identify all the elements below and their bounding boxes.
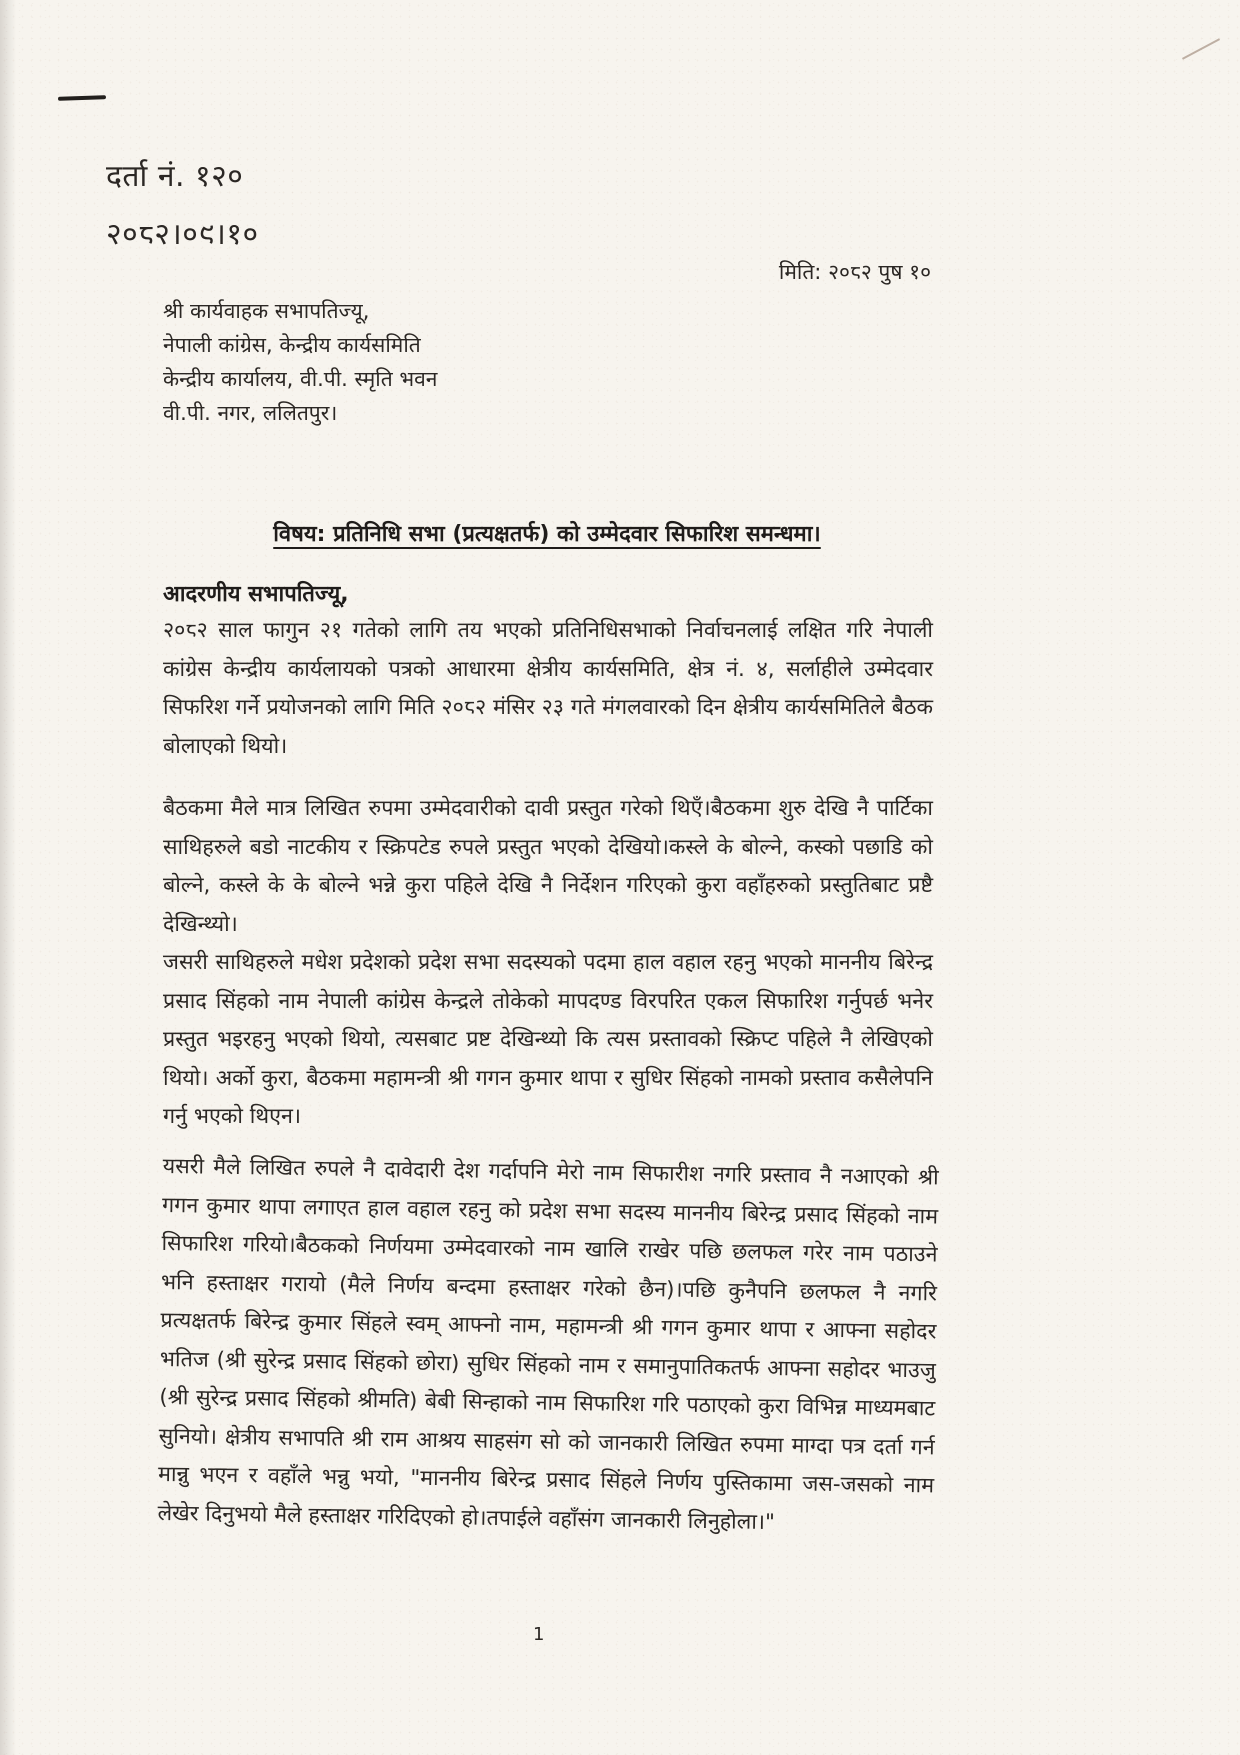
scan-artifact-scratch [1182,38,1220,59]
recipient-line: केन्द्रीय कार्यालय, वी.पी. स्मृति भवन [163,367,438,391]
registration-block [106,148,259,264]
body-paragraph-1: २०८२ साल फागुन २१ गतेको लागि तय भएको प्रतिनिधिसभाको निर्वाचनलाई लक्षित गरि नेपाली कांग्रेस केन्द्रीय कार्यलायको पत्रको आधारमा क्षेत्रीय कार्यसमिति, क्षेत्र नं. ४, सर्लाहीले उम्मेदवार सिफरिश गर्ने प्रयोजनको लागि मिति २०८२ मंसिर २३ गते मंगलवारको दिन क्षेत्रीय कार्यसमितिले बैठक बोलाएको थियो। [163,618,933,759]
registration-date: २०८२।०९।१० [106,217,259,252]
subject-text: विषय: प्रतिनिधि सभा (प्रत्यक्षतर्फ) को उम्मेदवार सिफारिश समन्धमा। [273,522,821,547]
body-paragraph-2: बैठकमा मैले मात्र लिखित रुपमा उम्मेदवारीको दावी प्रस्तुत गरेको थिएँ।बैठकमा शुरु देखि नै पार्टिका साथिहरुले बडो नाटकीय र स्क्रिपटेड रुपले प्रस्तुत भएको देखियो।कस्ले के बोल्ने, कस्को पछाडि को बोल्ने, कस्ले के के बोल्ने भन्ने कुरा पहिले देखि नै निर्देशन गरिएको कुरा वहाँहरुको प्रस्तुतिबाट प्रष्टै देखिन्थ्यो। [163,796,933,937]
recipient-line: वी.पी. नगर, ललितपुर। [163,401,338,425]
salutation: आदरणीय सभापतिज्यू, [163,582,349,607]
body-paragraph-3: जसरी साथिहरुले मधेश प्रदेशको प्रदेश सभा सदस्यको पदमा हाल वहाल रहनु भएको माननीय बिरेन्द्र प्रसाद सिंहको नाम नेपाली कांग्रेस केन्द्रले तोकेको मापदण्ड विरपरित एकल सिफारिश गर्नुपर्छ भनेर प्रस्तुत भइरहनु भएको थियो, त्यसबाट प्रष्ट देखिन्थ्यो कि त्यस प्रस्तावको स्क्रिप्ट पहिले नै लेखिएको थियो। अर्को कुरा, बैठकमा महामन्त्री श्री गगन कुमार थापा र सुधिर सिंहको नामको प्रस्ताव कसैलेपनि गर्नु भएको थिएन। [163,950,933,1129]
page-number: 1 [533,1624,545,1645]
subject-line [163,518,931,548]
scan-artifact-dash [58,95,106,101]
body-paragraph-4: यसरी मैले लिखित रुपले नै दावेदारी देश गर्दापनि मेरो नाम सिफारीश नगरि प्रस्ताव नै नआएको श्री गगन कुमार थापा लगाएत हाल वहाल रहनु को प्रदेश सभा सदस्य माननीय बिरेन्द्र प्रसाद सिंहको नाम सिफारिश गरियो।बैठकको निर्णयमा उम्मेदवारको नाम खालि राखेर पछि छलफल गरेर नाम पठाउने भनि हस्ताक्षर गरायो (मैले निर्णय बन्दमा हस्ताक्षर गरेको छैन)।पछि कुनैपनि छलफल नै नगरि प्रत्यक्षतर्फ बिरेन्द्र कुमार सिंहले स्वम् आफ्नो नाम, महामन्त्री श्री गगन कुमार थापा र आफ्ना सहोदर भतिज (श्री सुरेन्द्र प्रसाद सिंहको छोरा) सुधिर सिंहको नाम र समानुपातिकतर्फ आफ्ना सहोदर भाउजु (श्री सुरेन्द्र प्रसाद सिंहको श्रीमति) बेबी सिन्हाको नाम सिफारिश गरि पठाएको कुरा विभिन्न माध्यमबाट सुनियो। क्षेत्रीय सभापति श्री राम आश्रय साहसंग सो को जानकारी लिखित रुपमा माग्दा पत्र दर्ता गर्न मान्नु भएन र वहाँले भन्नु भयो, "माननीय बिरेन्द्र प्रसाद सिंहले निर्णय पुस्तिकामा जस-जसको नाम लेखेर दिनुभयो मैले हस्ताक्षर गरिदिएको हो।तपाईले वहाँसंग जानकारी लिनुहोला।" [157,1153,939,1535]
recipient-line: श्री कार्यवाहक सभापतिज्यू, [163,299,370,323]
letter-date: मिति: २०८२ पुष १० [778,260,931,284]
recipient-address-block [163,294,437,430]
registration-number: दर्ता नं. १२० [106,159,244,194]
recipient-line: नेपाली कांग्रेस, केन्द्रीय कार्यसमिति [163,333,421,357]
